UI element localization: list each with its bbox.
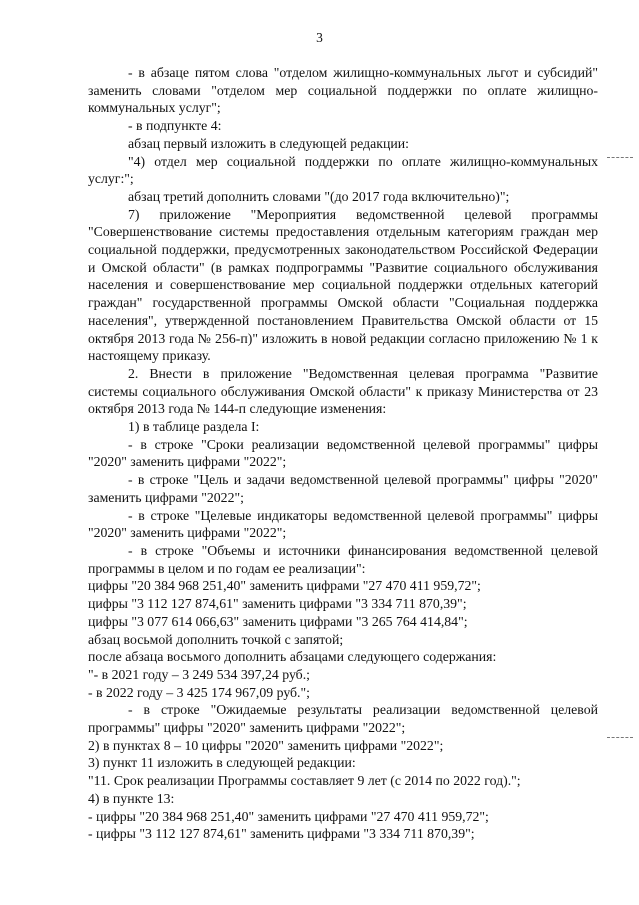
paragraph: - в строке "Ожидаемые результаты реализации ведомственной целевой программы" цифры "2020" заменить цифрами "2022";	[88, 702, 598, 736]
paragraph: "11. Срок реализации Программы составляет 9 лет (с 2014 по 2022 год).";	[88, 773, 521, 789]
paragraph: 2) в пунктах 8 – 10 цифры "2020" заменить цифрами "2022";	[88, 737, 444, 753]
page-number: 3	[316, 30, 323, 45]
paragraph: - цифры "3 112 127 874,61" заменить цифрами "3 334 711 870,39";	[88, 826, 475, 842]
paragraph: - в строке "Сроки реализации ведомственной целевой программы" цифры "2020" заменить цифрами "2022";	[88, 436, 598, 470]
paragraph: "4) отдел мер социальной поддержки по оплате жилищно-коммунальных услуг:";	[88, 153, 598, 187]
paragraph: цифры "20 384 968 251,40" заменить цифрами "27 470 411 959,72";	[88, 578, 481, 594]
paragraph: - в строке "Объемы и источники финансирования ведомственной целевой программы в целом и по годам ее реализации":	[88, 542, 598, 576]
document-body	[88, 64, 598, 843]
paragraph: - в абзаце пятом слова "отделом жилищно-коммунальных льгот и субсидий" заменить словами "отделом мер социальной поддержки по оплате жилищно-коммунальных услуг";	[88, 65, 598, 116]
paragraph: - цифры "20 384 968 251,40" заменить цифрами "27 470 411 959,72";	[88, 808, 489, 824]
paragraph: 1) в таблице раздела I:	[128, 419, 260, 435]
paragraph: 4) в пункте 13:	[88, 790, 175, 806]
paragraph: после абзаца восьмого дополнить абзацами следующего содержания:	[88, 649, 497, 665]
paragraph: цифры "3 112 127 874,61" заменить цифрами "3 334 711 870,39";	[88, 596, 467, 612]
paragraph: абзац восьмой дополнить точкой с запятой;	[88, 631, 344, 647]
paragraph: 7) приложение "Мероприятия ведомственной целевой программы "Совершенствование системы предоставления отдельным категориям граждан мер социальной поддержки, предусмотренных законодательством Российской Федерации и Омской области" (в рамках подпрограммы "Развитие социального обслуживания населения и совершенствование мер социальной поддержки отдельных категорий граждан" государственной программы Омской области "Социальная поддержка населения", утвержденной постановлением Правительства Омской области от 15 октября 2013 года № 256-п)" изложить в новой редакции согласно приложению № 1 к настоящему приказу.	[88, 206, 598, 364]
paragraph: цифры "3 077 614 066,63" заменить цифрами "3 265 764 414,84";	[88, 613, 468, 629]
paragraph: 3) пункт 11 изложить в следующей редакции:	[88, 755, 356, 771]
paragraph: "- в 2021 году – 3 249 534 397,24 руб.;	[88, 666, 310, 682]
paragraph: - в подпункте 4:	[128, 118, 222, 134]
paragraph: абзац третий дополнить словами "(до 2017 года включительно)";	[128, 188, 510, 204]
paragraph: 2. Внести в приложение "Ведомственная целевая программа "Развитие системы социального обслуживания Омской области" к приказу Министерства от 23 октября 2013 года № 144-п следующие изменения:	[88, 365, 598, 417]
paragraph: - в строке "Целевые индикаторы ведомственной целевой программы" цифры "2020" заменить цифрами "2022";	[88, 507, 598, 541]
paragraph: - в строке "Цель и задачи ведомственной целевой программы" цифры "2020" заменить цифрами "2022";	[88, 472, 598, 505]
paragraph: абзац первый изложить в следующей редакции:	[128, 135, 409, 151]
scan-margin-mark	[607, 157, 633, 160]
scan-margin-mark	[607, 737, 633, 740]
paragraph: - в 2022 году – 3 425 174 967,09 руб.";	[88, 684, 310, 700]
